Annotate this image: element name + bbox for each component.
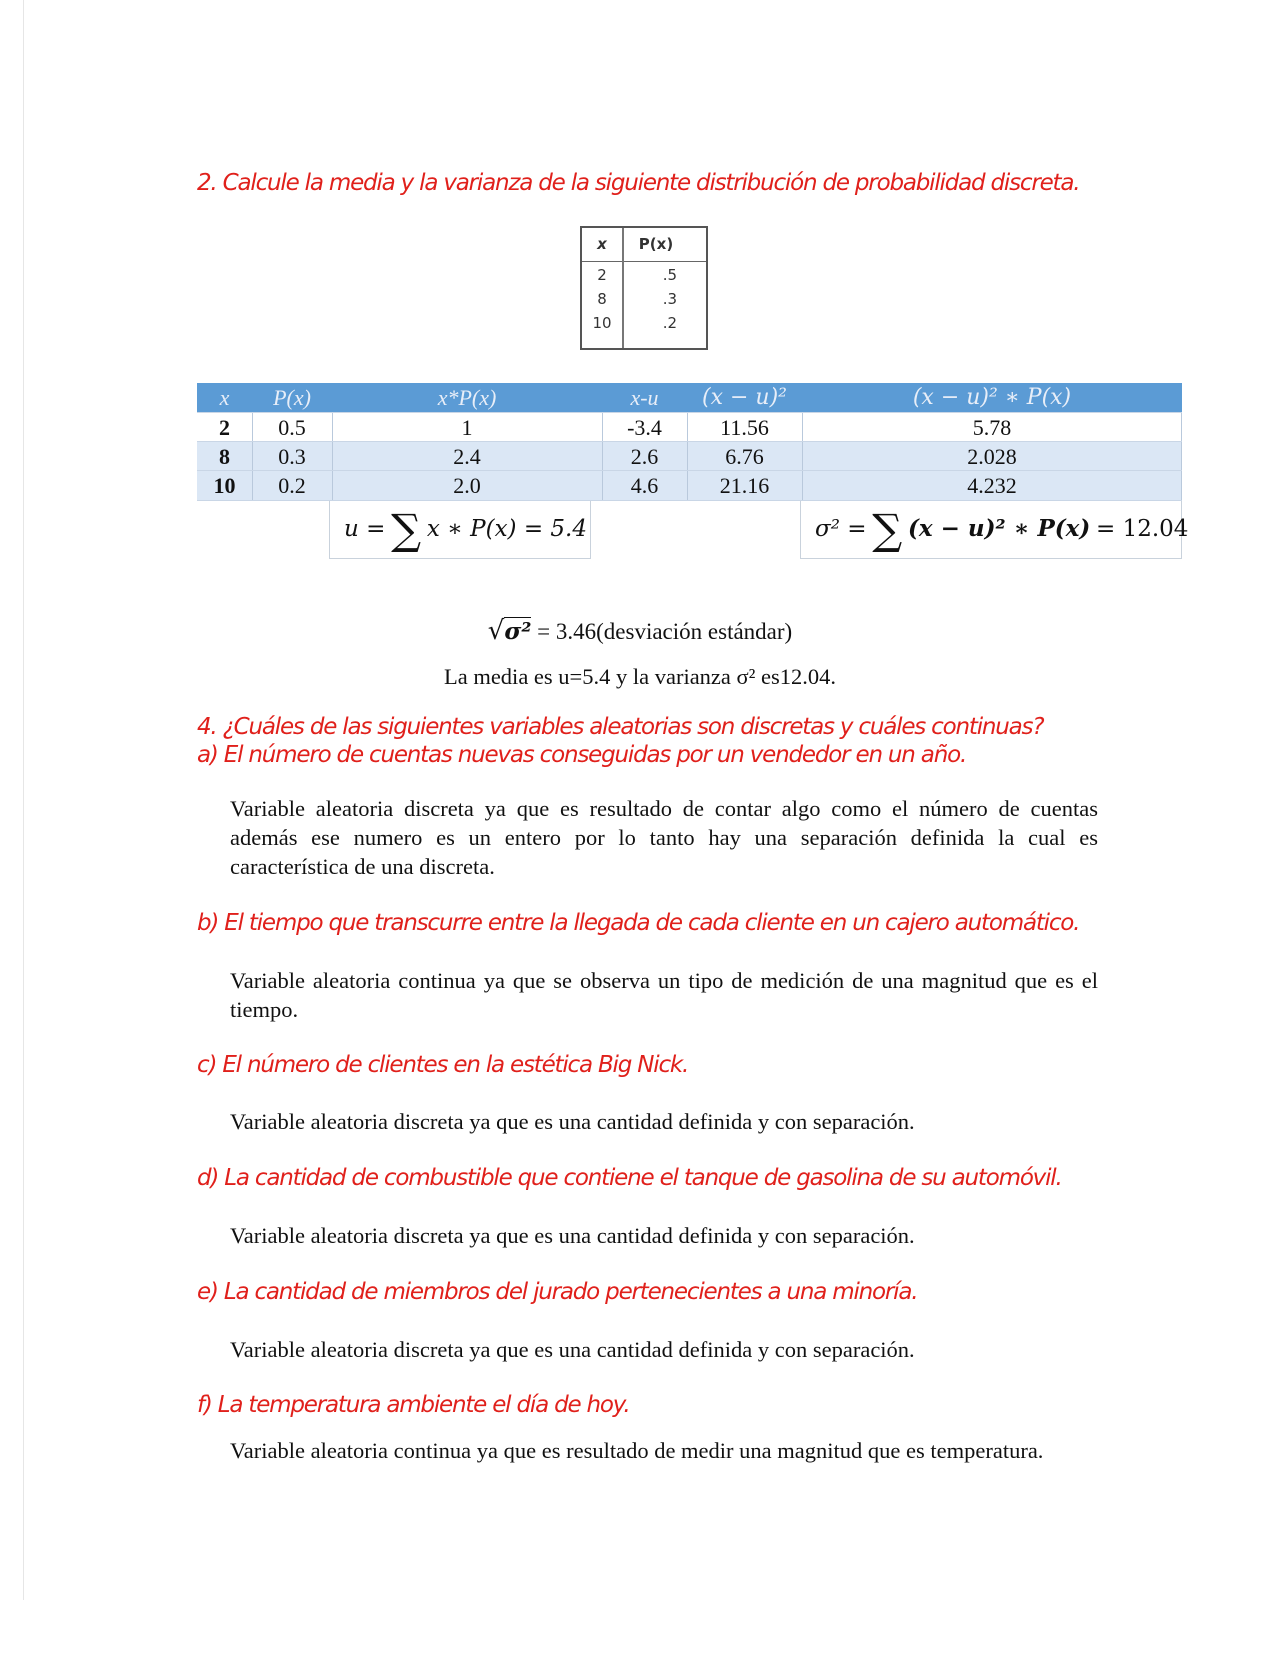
- summation-symbol: ∑: [391, 505, 422, 554]
- table-cell: -3.4: [627, 415, 662, 440]
- table-cell: 21.16: [719, 473, 770, 498]
- mean-lhs: u =: [344, 516, 386, 542]
- table-cell: 8: [219, 444, 230, 469]
- mean-rhs: x ∗ P(x) = 5.4: [426, 516, 587, 542]
- variance-formula: [800, 501, 1189, 559]
- question-4a-label: a) El número de cuentas nuevas conseguidas por un vendedor en un año.: [197, 742, 967, 768]
- table-cell: 0.2: [278, 473, 306, 498]
- table-cell: 6.76: [725, 444, 764, 469]
- table-cell: 2.0: [453, 473, 481, 498]
- radical-symbol: √: [487, 616, 505, 646]
- table-cell: 2.6: [630, 444, 659, 469]
- source-header-px: P(x): [638, 235, 674, 253]
- answer-d: Variable aleatoria discreta ya que es una cantidad definida y con separación.: [230, 1223, 915, 1248]
- source-distribution-table: [580, 226, 708, 350]
- summation-symbol: ∑: [872, 505, 903, 554]
- radicand: σ²: [504, 618, 532, 645]
- question-2-heading: 2. Calcule la media y la varianza de la siguiente distribución de probabilidad discreta.: [197, 170, 1080, 196]
- table-cell: 4.6: [630, 473, 659, 498]
- source-cell: .5: [662, 266, 677, 284]
- variance-rhs: (x − u)² ∗ P(x): [908, 515, 1091, 542]
- table-cell: 0.5: [278, 415, 306, 440]
- question-4d-label: d) La cantidad de combustible que contiene el tanque de gasolina de su automóvil.: [197, 1165, 1062, 1191]
- question-4c-label: c) El número de clientes en la estética Big Nick.: [197, 1052, 689, 1078]
- header-weighted-squared-deviation: (x − u)² ∗ P(x): [912, 385, 1072, 410]
- table-cell: 0.3: [278, 444, 306, 469]
- table-header-row: [197, 383, 1182, 412]
- source-cell: 8: [597, 290, 607, 308]
- answer-f: Variable aleatoria continua ya que es resultado de medir una magnitud que es temperatura.: [230, 1438, 1044, 1463]
- variance-lhs: σ² =: [815, 516, 867, 542]
- answer-a: Variable aleatoria discreta ya que es resultado de contar algo como el número de cuentas además ese numero es un entero por lo tanto hay una separación definida la cual es característica de una discreta.: [230, 796, 1098, 879]
- table-row: [197, 413, 1182, 442]
- source-cell: .3: [662, 290, 677, 308]
- table-cell: 4.232: [967, 473, 1017, 498]
- table-cell: 1: [461, 415, 473, 440]
- answer-e: Variable aleatoria discreta ya que es una cantidad definida y con separación.: [230, 1337, 915, 1362]
- source-cell: 10: [592, 314, 612, 332]
- source-cell: 2: [597, 266, 607, 284]
- mean-formula: [329, 501, 591, 559]
- source-header-x: x: [597, 235, 607, 253]
- table-cell: 2.028: [967, 444, 1017, 469]
- table-cell: 2.4: [453, 444, 481, 469]
- header-px: P(x): [273, 385, 311, 410]
- answer-c: Variable aleatoria discreta ya que es una cantidad definida y con separación.: [230, 1109, 915, 1134]
- source-cell: .2: [662, 314, 677, 332]
- answer-b: Variable aleatoria continua ya que se observa un tipo de medición de una magnitud que es el tiempo.: [230, 968, 1098, 1022]
- table-cell: 11.56: [720, 415, 769, 440]
- question-4b-label: b) El tiempo que transcurre entre la llegada de cada cliente en un cajero automático.: [197, 910, 1080, 936]
- question-4e-label: e) La cantidad de miembros del jurado pertenecientes a una minoría.: [197, 1279, 918, 1305]
- table-row: [197, 442, 1182, 471]
- std-dev-line: [0, 616, 1280, 646]
- variance-result: = 12.04: [1096, 516, 1189, 542]
- header-xpx: x*P(x): [437, 385, 497, 410]
- question-4f-label: f) La temperatura ambiente el día de hoy.: [197, 1392, 630, 1418]
- header-squared-deviation: (x − u)²: [702, 385, 787, 410]
- table-cell: 2: [219, 415, 230, 440]
- conclusion-line: La media es u=5.4 y la varianza σ² es12.04.: [443, 664, 837, 689]
- header-x-minus-u: x-u: [630, 385, 659, 410]
- question-4-heading: 4. ¿Cuáles de las siguientes variables aleatorias son discretas y cuáles continuas?: [197, 714, 1044, 740]
- table-cell: 5.78: [972, 415, 1012, 440]
- table-cell: 10: [213, 473, 236, 498]
- page-margin-line: [23, 0, 24, 1600]
- std-dev-value: = 3.46(desviación estándar): [531, 619, 793, 644]
- header-x: x: [219, 385, 230, 410]
- table-row: [197, 471, 1182, 500]
